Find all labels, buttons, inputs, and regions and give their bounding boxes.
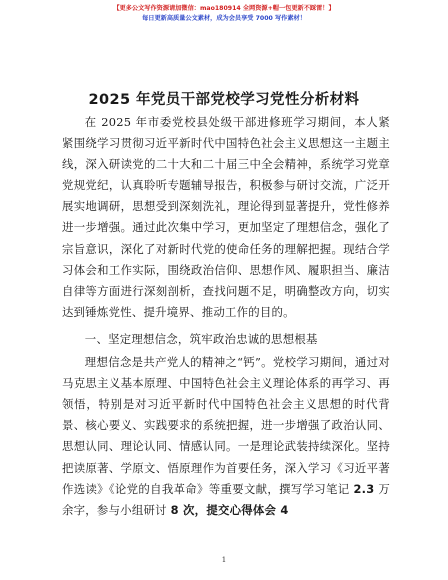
section-1-text-tail: 次，提交心得体会 4 [178,502,289,517]
section-1-paragraph [62,352,390,521]
document-body [62,112,390,521]
promo-banner [0,4,448,24]
page-number: 1 [221,556,227,564]
promo-banner-line1: 【更多公文写作资源请加微信：mao180914 全网资源+帽一包更新不踩雷！】 [113,5,335,12]
document-title: 2025 年党员干部党校学习党性分析材料 [88,92,360,108]
section-1-heading: 一、坚定理想信念，筑牢政治忠诚的思想根基 [84,331,318,346]
section-1-text: 理想信念是共产党人的精神之“钙”。党校学习期间，通过对马克思主义基本原理、中国特色社会主义理论体系的再学习、再领悟，特别是对习近平新时代中国特色社会主义思想的时代背景、核心要义、实践要求的系统把握，进一步增强了政治认同、思想认同、理论认同、情感认同。一是理论武装持续深化。坚持把读原著、学原文、悟原理作为首要任务，深入学习《习近平著作选读》《论党的自我革命》等重要文献，撰写学习笔记 [62,355,390,496]
section-1-text-mid: 万余字，参与小组研讨 [62,481,390,517]
intro-paragraph: 在 2025 年市委党校县处级干部进修班学习期间，本人紧紧围绕学习贯彻习近平新时代中国特色社会主义思想这一主题主线，深入研读党的二十大和二十届三中全会精神，系统学习党章党规党纪，认真聆听专题辅导报告，积极参与研讨交流，广泛开展实地调研，思想受到深刻洗礼，理论得到显著提升，党性修养进一步增强。通过此次集中学习，更加坚定了理想信念，强化了宗旨意识，深化了对新时代党的使命任务的理解把握。现结合学习体会和工作实际，围绕政治信仰、思想作风、履职担当、廉洁自律等方面进行深刻剖析，查找问题不足，明确整改方向，切实达到锤炼党性、提升境界、推动工作的目的。 [62,115,390,319]
section-1-number-notes: 2.3 [353,481,375,496]
section-1-number-seminars: 8 [170,502,179,517]
promo-banner-line2: 每日更新高质量公文素材，成为会员享受 7000 写作素材！ [142,15,306,22]
